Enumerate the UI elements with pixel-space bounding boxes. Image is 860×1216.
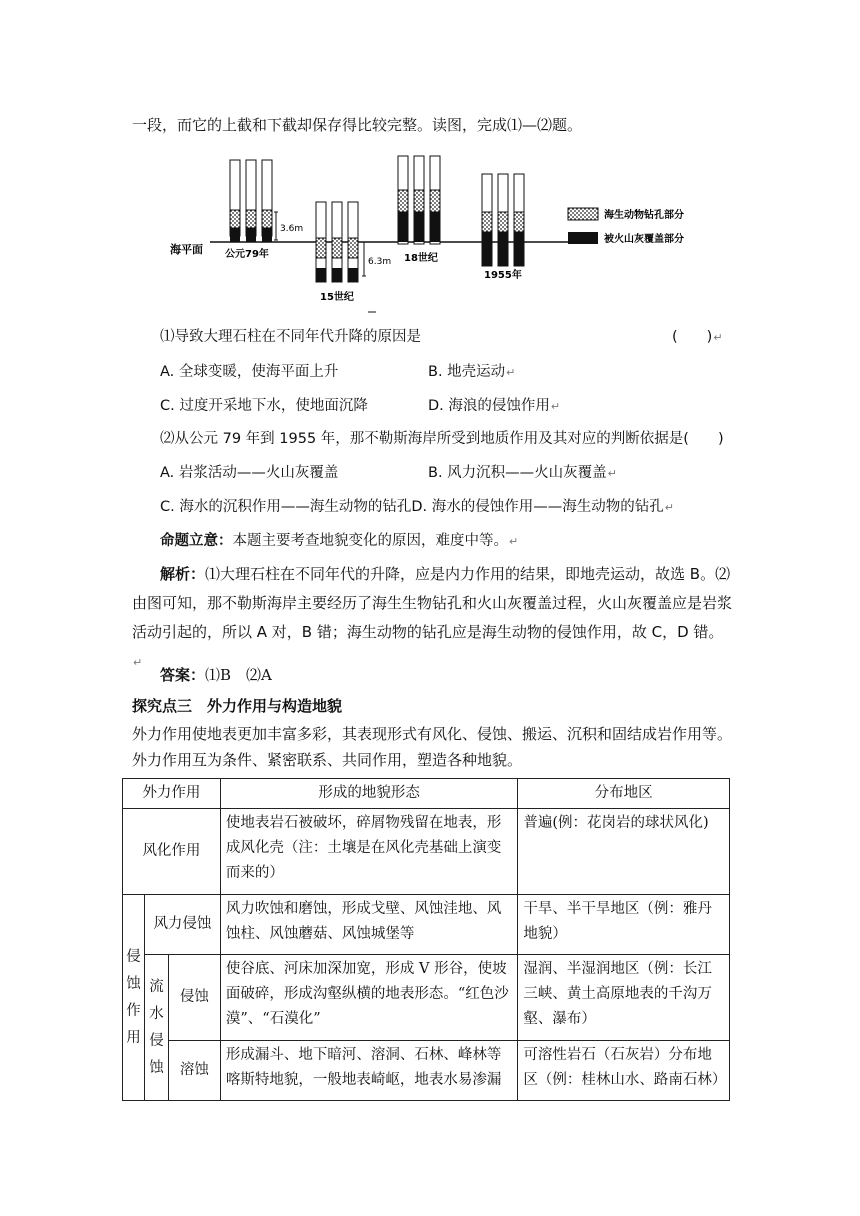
table-row-karst <box>123 1041 730 1101</box>
intro-line: 一段，而它的上截和下截却保存得比较完整。读图，完成⑴—⑵题。 <box>132 116 583 134</box>
table-header-row <box>123 779 730 809</box>
q1-bracket: ( )↵ <box>672 329 723 345</box>
q1-option-a: A. 全球变暖，使海平面上升 <box>160 364 339 380</box>
analysis-paragraph: 解析：⑴大理石柱在不同年代的升降，应是内力作用的结果，即地壳运动，故选 B。⑵由图可知，那不勒斯海岸主要经历了海生生物钻孔和火山灰覆盖过程，火山灰覆盖应是岩浆活动引起的，所以 A 对，B 错；海生动物的钻孔应是海生动物的侵蚀作用，故 C，D 错。↵ <box>132 565 733 669</box>
header-force: 外力作用 <box>123 779 221 809</box>
external-forces-table <box>122 778 730 1101</box>
marble-column-figure <box>170 150 710 320</box>
q2-stem: ⑵从公元 79 年到 1955 年，那不勒斯海岸所受到地质作用及其对应的判断依据是( ) <box>160 431 724 447</box>
cell-karst-name: 溶蚀 <box>168 1041 220 1101</box>
q1-option-c: C. 过度开采地下水，使地面沉降 <box>160 398 368 414</box>
height-label-3-6m: 3.6m <box>280 224 304 234</box>
table-row-wind <box>123 895 730 955</box>
q1-stem: ⑴导致大理石柱在不同年代升降的原因是 <box>160 329 421 345</box>
label-18th-century: 18世纪 <box>404 253 438 264</box>
cell-erosion-label: 侵蚀作用 <box>123 895 145 1101</box>
cell-weathering-name: 风化作用 <box>123 809 221 895</box>
legend-label-dotted: 海生动物钻孔部分 <box>604 210 684 221</box>
label-1955: 1955年 <box>484 270 522 281</box>
height-label-6-3m: 6.3m <box>368 257 392 267</box>
cell-karst-region: 可溶性岩石（石灰岩）分布地区（例：桂林山水、路南石林） <box>518 1041 730 1101</box>
q2-option-b: B. 风力沉积——火山灰覆盖↵ <box>428 465 617 481</box>
section-body: 外力作用使地表更加丰富多彩，其表现形式有风化、侵蚀、搬运、沉积和固结成岩作用等。外力作用互为条件、紧密联系、共同作用，塑造各种地貌。 <box>132 725 733 769</box>
q1-option-b: B. 地壳运动↵ <box>428 364 516 380</box>
table-row-water-erosion <box>123 955 730 1041</box>
cell-water-label: 流水侵蚀 <box>144 955 168 1101</box>
answer-line: 答案：⑴B ⑵A <box>160 666 272 684</box>
cell-water-erosion-landform: 使谷底、河床加深加宽，形成 V 形谷，使坡面破碎，形成沟壑纵横的地表形态。“红色沙漠”、“石漠化” <box>220 955 517 1041</box>
cell-karst-landform: 形成漏斗、地下暗河、溶洞、石林、峰林等喀斯特地貌，一般地表崎岖，地表水易渗漏 <box>220 1041 517 1101</box>
q1-option-d: D. 海浪的侵蚀作用↵ <box>428 398 561 414</box>
column-group-1955 <box>482 174 524 281</box>
legend-label-black: 被火山灰覆盖部分 <box>604 234 684 245</box>
cell-wind-landform: 风力吹蚀和磨蚀，形成戈壁、风蚀洼地、风蚀柱、风蚀蘑菇、风蚀城堡等 <box>220 895 517 955</box>
cell-wind-name: 风力侵蚀 <box>144 895 220 955</box>
label-ad79: 公元79年 <box>225 249 269 260</box>
figure-legend <box>568 208 684 245</box>
legend-swatch-black <box>568 232 598 244</box>
q2-option-cd: C. 海水的沉积作用——海生动物的钻孔D. 海水的侵蚀作用——海生动物的钻孔↵ <box>160 499 674 515</box>
cell-weathering-landform: 使地表岩石被破坏，碎屑物残留在地表，形成风化壳（注：土壤是在风化壳基础上演变而来的） <box>220 809 517 895</box>
header-region: 分布地区 <box>518 779 730 809</box>
column-group-18th-century <box>398 156 440 264</box>
label-15th-century: 15世纪 <box>320 292 354 303</box>
table-row-weathering <box>123 809 730 895</box>
cell-water-erosion-region: 湿润、半湿润地区（例：长江三峡、黄土高原地表的千沟万壑、瀑布） <box>518 955 730 1041</box>
cell-water-erosion-name: 侵蚀 <box>168 955 220 1041</box>
q2-option-a: A. 岩浆活动——火山灰覆盖 <box>160 465 339 481</box>
cell-wind-region: 干旱、半干旱地区（例：雅丹地貌） <box>518 895 730 955</box>
cell-weathering-region: 普遍(例：花岗岩的球状风化) <box>518 809 730 895</box>
header-landform: 形成的地貌形态 <box>220 779 517 809</box>
legend-swatch-dotted <box>568 208 598 220</box>
column-group-15th-century <box>316 202 391 303</box>
column-group-ad79 <box>225 160 303 260</box>
section-heading: 探究点三 外力作用与构造地貌 <box>132 697 343 715</box>
question-intent: 命题立意：本题主要考查地貌变化的原因，难度中等。↵ <box>160 533 519 549</box>
sea-level-label: 海平面 <box>170 243 203 256</box>
